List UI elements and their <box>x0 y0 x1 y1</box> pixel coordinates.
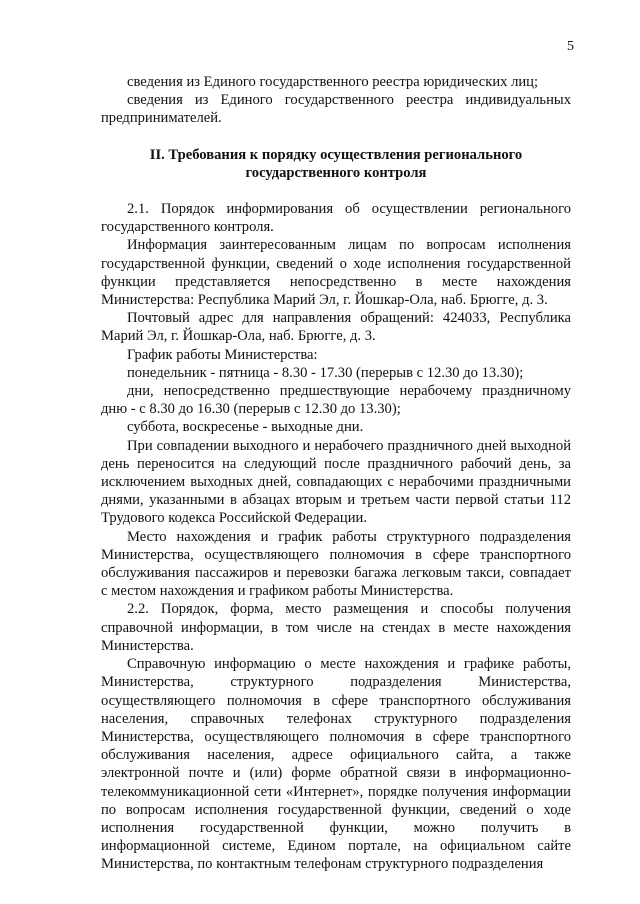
section-heading-line-1: II. Требования к порядку осуществления регионального <box>149 146 523 163</box>
paragraph-taxi-division: Место нахождения и график работы структурного подразделения Министерства, осуществляющего полномочия в сфере транспортного обслуживания пассажиров и перевозки багажа легковым такси, совпадает с местом нахождения и графиком работы Министерства. <box>101 528 571 600</box>
document-body <box>101 73 571 874</box>
paragraph-info-location: Информация заинтересованным лицам по вопросам исполнения государственной функции, сведений о ходе исполнения государственной функции представляется непосредственно в месте нахождения Министерства: Республика Марий Эл, г. Йошкар-Ола, наб. Брюгге, д. 3. <box>101 237 571 309</box>
page-number: 5 <box>567 39 574 54</box>
paragraph-holiday-transfer: При совпадении выходного и нерабочего праздничного дней выходной день переносится на следующий после праздничного рабочий день, за исключением выходных дней, совпадающих с нерабочими праздничными днями, указанными в абзацах вторым и третьем части первой статьи 112 Трудового кодекса Российской Федерации. <box>101 437 571 527</box>
paragraph-schedule-title: График работы Министерства: <box>127 346 318 363</box>
paragraph-reference-info: Справочную информацию о месте нахождения и графике работы, Министерства, структурного подразделения Министерства, осуществляющего полномочия в сфере транспортного обслуживания населения, справочных телефонах структурного подразделения Министерства, осуществляющего полномочия в сфере транспортного обслуживания населения, адресе официального сайта, а также электронной почте и (или) форме обратной связи в информационно-телекоммуникационной сети «Интернет», порядке получения информации по вопросам исполнения государственной функции, сведений о ходе исполнения государственной функции, можно получить в информационной системе, Едином портале, на официальном сайте Министерства, по контактным телефонам структурного подразделения <box>101 656 571 873</box>
paragraph-postal-address: Почтовый адрес для направления обращений: 424033, Республика Марий Эл, г. Йошкар-Ола, наб. Брюгге, д. 3. <box>101 310 571 345</box>
paragraph-egrul: сведения из Единого государственного реестра юридических лиц; <box>127 74 539 90</box>
paragraph-egrip: сведения из Единого государственного реестра индивидуальных предпринимателей. <box>101 92 571 127</box>
paragraph-2-2: 2.2. Порядок, форма, место размещения и способы получения справочной информации, в том числе на стендах в месте нахождения Министерства. <box>101 601 571 654</box>
section-heading-line-2: государственного контроля <box>245 164 427 181</box>
paragraph-schedule-preholiday: дни, непосредственно предшествующие нерабочему праздничному дню - с 8.30 до 16.30 (перерыв с 12.30 до 13.30); <box>101 383 571 418</box>
paragraph-schedule-weekend: суббота, воскресенье - выходные дни. <box>127 419 364 436</box>
paragraph-2-1: 2.1. Порядок информирования об осуществлении регионального государственного контроля. <box>101 201 571 236</box>
section-heading <box>101 146 571 182</box>
paragraph-schedule-weekdays: понедельник - пятница - 8.30 - 17.30 (перерыв с 12.30 до 13.30); <box>127 364 524 381</box>
